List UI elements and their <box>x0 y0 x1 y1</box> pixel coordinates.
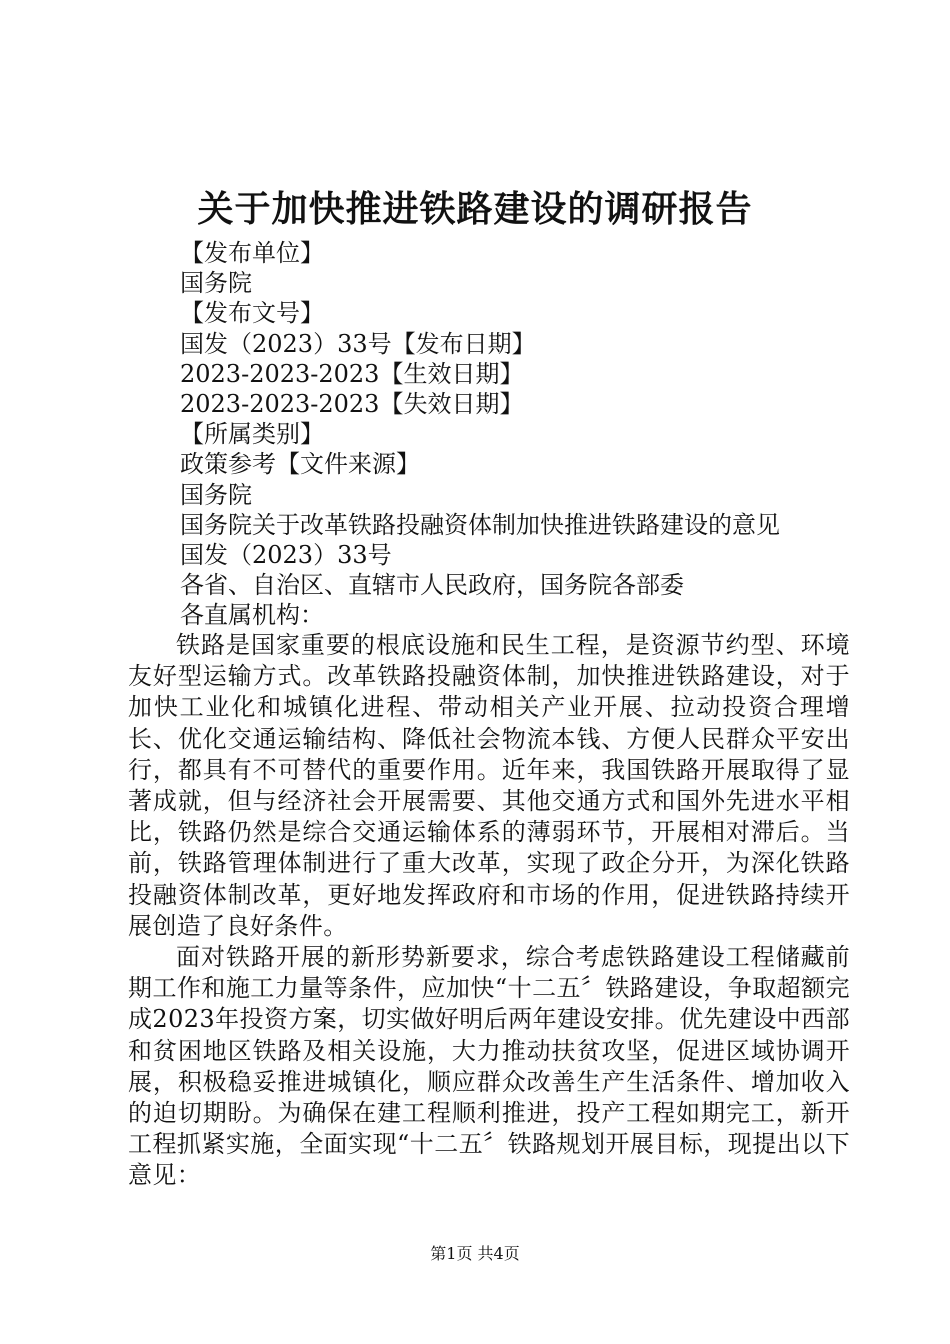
document-title: 关于加快推进铁路建设的调研报告 <box>197 188 753 230</box>
meta-line: 国务院关于改革铁路投融资体制加快推进铁路建设的意见 <box>180 510 780 539</box>
document-meta <box>180 238 880 631</box>
page-footer: 第1页 共4页 <box>430 1244 520 1263</box>
meta-line: 各省、自治区、直辖市人民政府，国务院各部委 <box>180 571 684 600</box>
meta-line: 2023-2023-2023【生效日期】 <box>180 359 524 388</box>
body-paragraph: 面对铁路开展的新形势新要求，综合考虑铁路建设工程储藏前期工作和施工力量等条件，应加快“十二五〞铁路建设，争取超额完成2023年投资方案，切实做好明后两年建设安排。优先建设中西部和贫困地区铁路及相关设施，大力推动扶贫攻坚，促进区域协调开展，积极稳妥推进城镇化，顺应群众改善生产生活条件、增加收入的迫切期盼。为确保在建工程顺利推进，投产工程如期完工，新开工程抓紧实施，全面实现“十二五〞铁路规划开展目标，现提出以下意见： <box>128 943 850 1190</box>
meta-line: 各直属机构： <box>180 601 324 630</box>
meta-line: 国务院 <box>180 480 252 509</box>
meta-line: 【发布单位】 <box>180 239 324 267</box>
document-body <box>128 630 850 1192</box>
meta-line: 2023-2023-2023【失效日期】 <box>180 390 524 419</box>
meta-line: 【所属类别】 <box>180 420 324 449</box>
meta-line: 国发（2023）33号 <box>180 541 392 570</box>
body-paragraph: 铁路是国家重要的根底设施和民生工程，是资源节约型、环境友好型运输方式。改革铁路投融资体制，加快推进铁路建设，对于加快工业化和城镇化进程、带动相关产业开展、拉动投资合理增长、优化交通运输结构、降低社会物流本钱、方便人民群众平安出行，都具有不可替代的重要作用。近年来，我国铁路开展取得了显著成就，但与经济社会开展需要、其他交通方式和国外先进水平相比，铁路仍然是综合交通运输体系的薄弱环节，开展相对滞后。当前，铁路管理体制进行了重大改革，实现了政企分开，为深化铁路投融资体制改革，更好地发挥政府和市场的作用，促进铁路持续开展创造了良好条件。 <box>128 631 850 940</box>
meta-line: 【发布文号】 <box>180 299 324 328</box>
meta-line: 国务院 <box>180 269 252 298</box>
meta-line: 政策参考【文件来源】 <box>180 450 420 479</box>
meta-line: 国发（2023）33号【发布日期】 <box>180 329 536 358</box>
